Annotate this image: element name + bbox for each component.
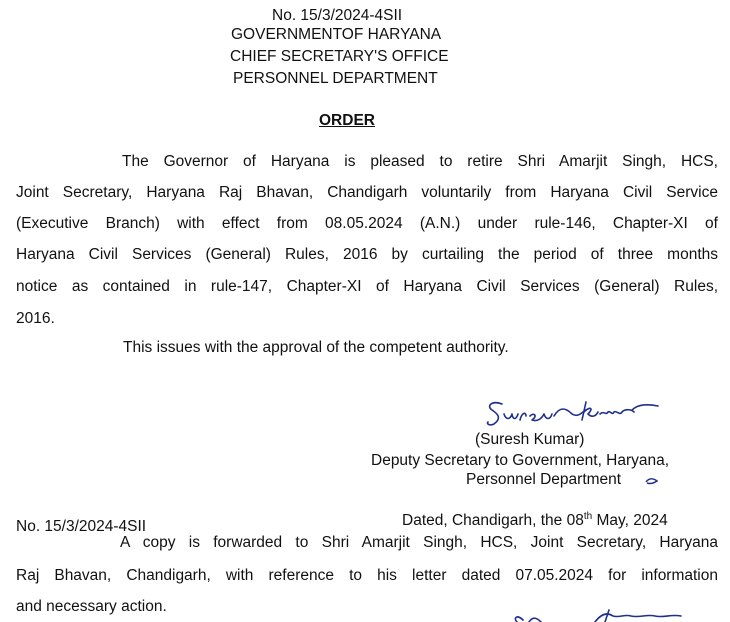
- order-paragraph-line: Joint Secretary, Haryana Raj Bhavan, Chandigarh voluntarily from Haryana Civil Service: [16, 184, 718, 201]
- endorsement-line: and necessary action.: [16, 598, 167, 615]
- handwritten-signature: [505, 608, 685, 622]
- endorsement-line: Raj Bhavan, Chandigarh, with reference to his letter dated 07.05.2024 for information: [16, 567, 718, 584]
- signatory-name: (Suresh Kumar): [475, 431, 585, 448]
- pen-mark: [645, 476, 659, 486]
- file-number: No. 15/3/2024-4SII: [272, 7, 403, 24]
- order-title: ORDER: [319, 112, 375, 129]
- office-heading: CHIEF SECRETARY'S OFFICE: [230, 48, 449, 65]
- order-paragraph-line: The Governor of Haryana is pleased to retire Shri Amarjit Singh, HCS,: [122, 153, 718, 170]
- endorsement-file-number: No. 15/3/2024-4SII: [16, 518, 147, 535]
- department-heading: PERSONNEL DEPARTMENT: [233, 70, 438, 87]
- order-paragraph-line: notice as contained in rule-147, Chapter-XI of Haryana Civil Services (General) Rules,: [16, 278, 718, 295]
- endorsement-date: Dated, Chandigarh, the 08th May, 2024: [402, 510, 668, 529]
- signatory-designation: Deputy Secretary to Government, Haryana,: [371, 452, 670, 469]
- order-paragraph-line: 2016.: [16, 310, 55, 327]
- signatory-department: Personnel Department: [466, 471, 622, 488]
- handwritten-signature: [482, 396, 662, 432]
- order-paragraph-line: (Executive Branch) with effect from 08.05.2024 (A.N.) under rule-146, Chapter-XI of: [16, 215, 718, 232]
- government-heading: GOVERNMENTOF HARYANA: [231, 26, 442, 43]
- approval-line: This issues with the approval of the competent authority.: [123, 339, 509, 356]
- order-paragraph-line: Haryana Civil Services (General) Rules, 2016 by curtailing the period of three months: [16, 246, 718, 263]
- endorsement-line: A copy is forwarded to Shri Amarjit Singh, HCS, Joint Secretary, Haryana: [120, 534, 718, 551]
